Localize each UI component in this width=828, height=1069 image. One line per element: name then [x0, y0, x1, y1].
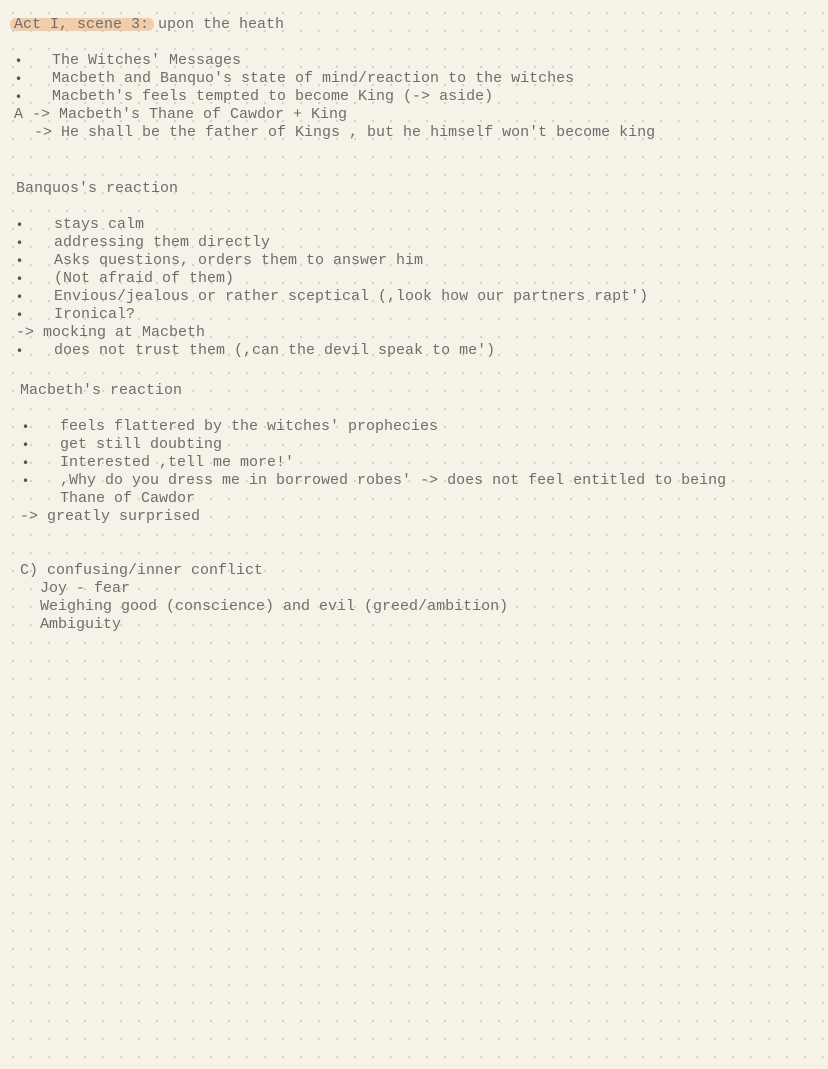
list-item: get still doubting — [60, 436, 223, 453]
bullet-icon: • — [22, 474, 30, 488]
page-title: Act I, scene 3: upon the heath — [14, 16, 285, 33]
bullet-icon: • — [16, 290, 24, 304]
note-line: -> He shall be the father of Kings , but he himself won't become king — [34, 124, 656, 141]
bullet-icon: • — [16, 272, 24, 286]
list-item: Macbeth's feels tempted to become King (-> aside) — [52, 88, 494, 105]
list-item: (Not afraid of them) — [54, 270, 235, 287]
note-line: -> mocking at Macbeth — [16, 324, 206, 341]
list-item: feels flattered by the witches' prophecies — [60, 418, 439, 435]
list-item: does not trust them (,can the devil speak to me') — [54, 342, 496, 359]
bullet-icon: • — [16, 236, 24, 250]
list-item: Interested ,tell me more!' — [60, 454, 295, 471]
bullet-icon: • — [15, 90, 23, 104]
macbeth-heading: Macbeth's reaction — [20, 382, 183, 399]
list-item: Asks questions, orders them to answer him — [54, 252, 424, 269]
list-item: ,Why do you dress me in borrowed robes' -> does not feel entitled to being — [60, 472, 727, 489]
bullet-icon: • — [15, 54, 23, 68]
bullet-icon: • — [16, 308, 24, 322]
bullet-icon: • — [15, 72, 23, 86]
bullet-icon: • — [16, 218, 24, 232]
bullet-icon: • — [16, 254, 24, 268]
list-item: addressing them directly — [54, 234, 271, 251]
note-line: -> greatly surprised — [20, 508, 201, 525]
conflict-line: Joy - fear — [40, 580, 131, 597]
list-item: The Witches' Messages — [52, 52, 242, 69]
list-item-continuation: Thane of Cawdor — [60, 490, 196, 507]
bullet-icon: • — [22, 456, 30, 470]
list-item: Ironical? — [54, 306, 136, 323]
list-item: Macbeth and Banquo's state of mind/reaction to the witches — [52, 70, 575, 87]
banquo-heading: Banquos's reaction — [16, 180, 179, 197]
list-item: stays calm — [54, 216, 145, 233]
list-item: Envious/jealous or rather sceptical (,look how our partners rapt') — [54, 288, 649, 305]
bullet-icon: • — [22, 420, 30, 434]
conflict-line: Weighing good (conscience) and evil (greed/ambition) — [40, 598, 509, 615]
bullet-icon: • — [22, 438, 30, 452]
conflict-line: Ambiguity — [40, 616, 122, 633]
note-line: A -> Macbeth's Thane of Cawdor + King — [14, 106, 348, 123]
conflict-heading: C) confusing/inner conflict — [20, 562, 264, 579]
bullet-icon: • — [16, 344, 24, 358]
